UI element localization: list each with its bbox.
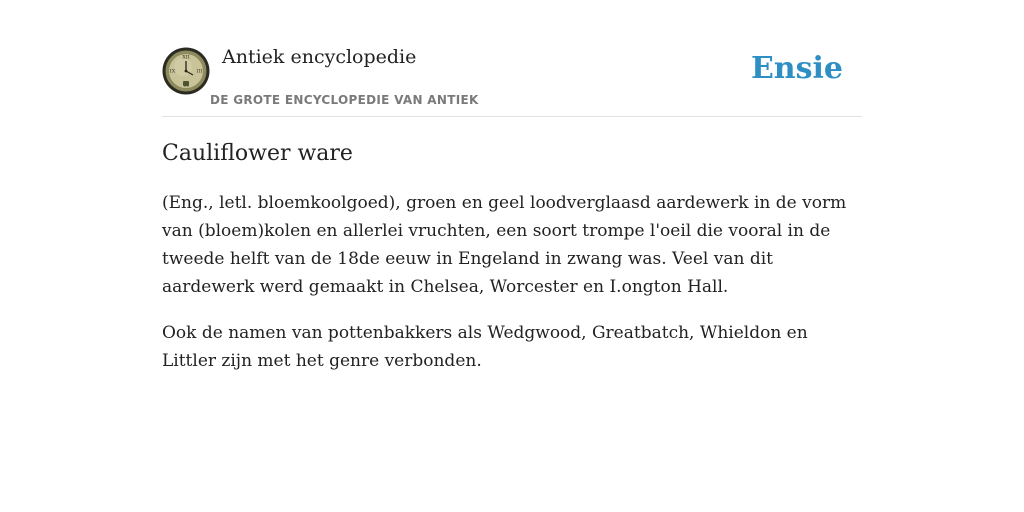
ensie-logo-link[interactable]: Ensie: [750, 51, 843, 86]
article-title: Cauliflower ware: [162, 141, 353, 166]
site-name-link[interactable]: Antiek encyclopedie: [222, 46, 417, 68]
article: [162, 138, 864, 393]
article-paragraph: (Eng., letl. bloemkoolgoed), groen en geel loodverglaasd aardewerk in de vorm van (bloem)kolen en allerlei vruchten, een soort trompe l'oeil die vooral in de tweede helft van de 18de eeuw in Engeland in zwang was. Veel van dit aardewerk werd gemaakt in Chelsea, Worcester en I.ongton Hall.: [162, 193, 847, 297]
svg-text:XII: XII: [182, 54, 190, 61]
site-tagline: DE GROTE ENCYCLOPEDIE VAN ANTIEK: [210, 93, 479, 107]
site-header: [162, 46, 862, 117]
svg-text:IX: IX: [169, 68, 176, 75]
article-paragraph: Ook de namen van pottenbakkers als Wedgwood, Greatbatch, Whieldon en Littler zijn met het genre verbonden.: [162, 323, 808, 371]
svg-text:III: III: [196, 68, 203, 75]
clock-icon[interactable]: [162, 47, 210, 95]
